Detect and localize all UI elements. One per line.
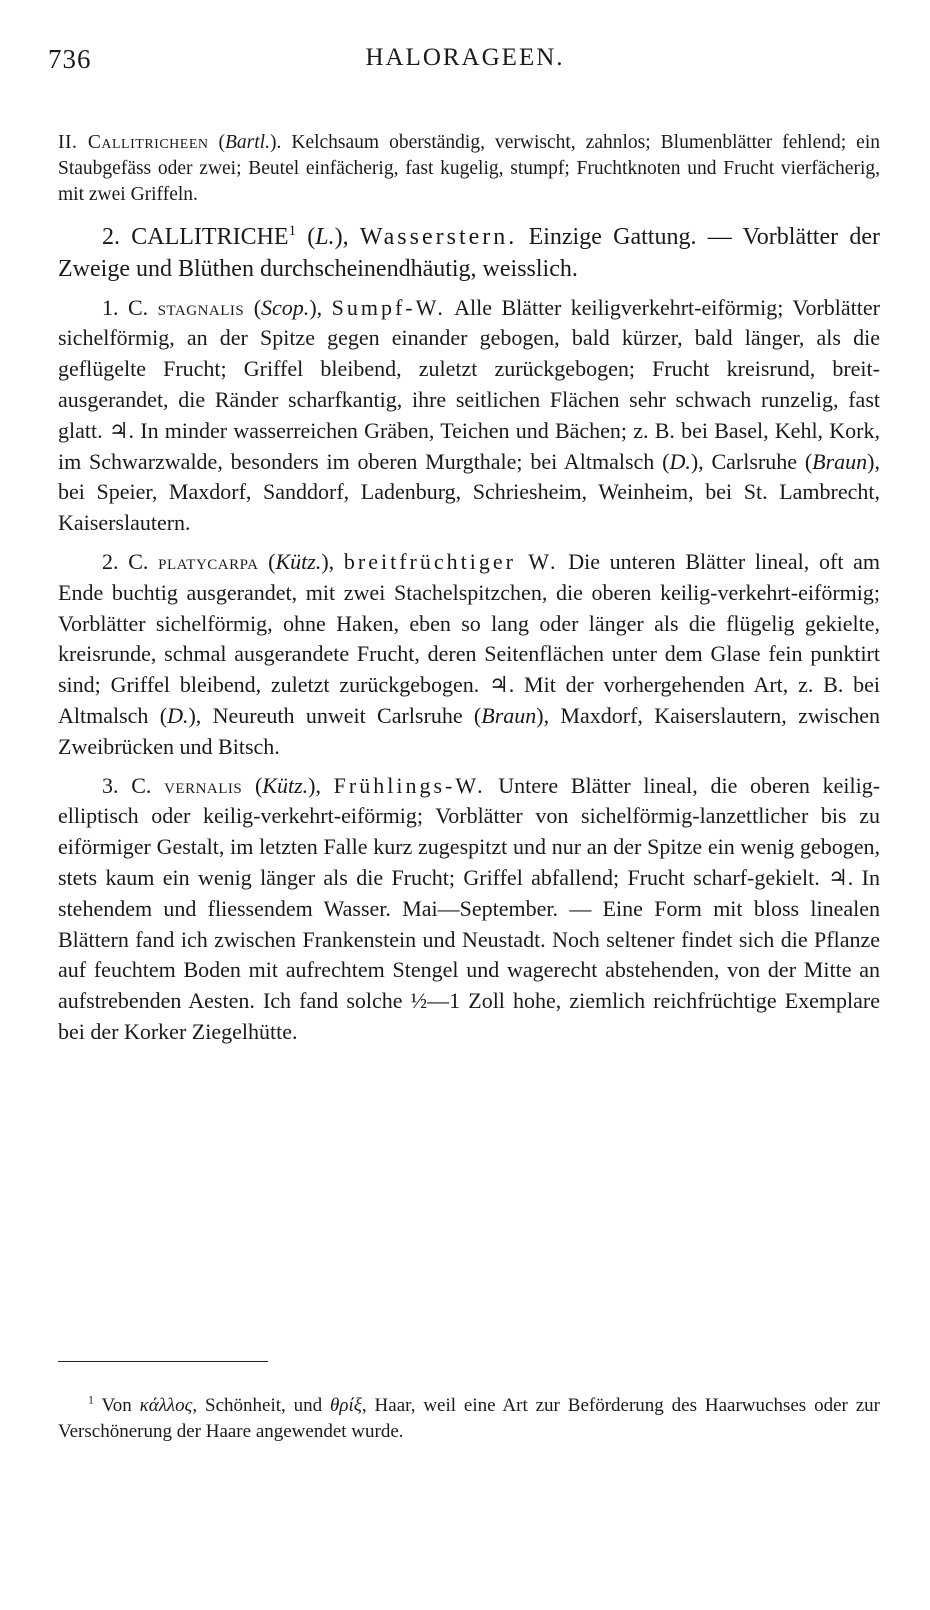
- footnote-text: , Haar, weil eine Art zur Beförderung des Haarwuchses oder zur Verschönerung der Haare angewendet wurde.: [58, 1395, 880, 1442]
- collector-name: Braun: [812, 448, 868, 474]
- species-number: 1. C.: [102, 294, 149, 320]
- species-description: ), Neureuth unweit Carlsruhe (: [188, 702, 482, 728]
- species-description: Die unteren Blätter lineal, oft am Ende buchtig ausgerandet, mit zwei Stachelspitzchen, die oberen keilig-verkehrt-eiförmig; Vorblätter sichelförmig, ohne Haken, eben so lang oder länger als die flügelig gekielte, kreisrunde, schmal ausgerandete Frucht, deren Seitenflächen unter dem Glase fein punktirt sind; Griffel bleibend, zuletzt zurückgebogen. ♃. Mit der vorhergehenden Art, z. B. bei Altmalsch (: [58, 548, 881, 728]
- species-description: Alle Blätter keiligverkehrt-eiförmig; Vorblätter sichelförmig, an der Spitze gegen einander gebogen, bald kürzer, bald länger, als die geflügelte Frucht; Griffel bleibend, zuletzt zurückgebogen; Frucht kreisrund, breit-ausgerandet, die Ränder scharfkantig, ihre seitlichen Flächen sehr schwach runzelig, fast glatt. ♃. In minder wasserreichen Gräben, Teichen und Bächen; z. B. bei Basel, Kehl, Kork, im Schwarzwalde, besonders im oberen Murgthale; bei Altmalsch (: [58, 294, 880, 474]
- species-common-name: breitfrüchtiger W.: [343, 548, 559, 574]
- collector-abbreviation: D.: [669, 448, 691, 474]
- species-name: platycarpa: [158, 548, 259, 574]
- species-description: Untere Blätter lineal, die oberen keilig-elliptisch oder keilig-verkehrt-eiförmig; Vorblätter von sichelförmig-lanzettlicher bis zu eiförmiger Gestalt, im letzten Falle kurz zugespitzt und nur an der Spitze ein wenig gebogen, stets kaum ein wenig länger als die Frucht; Griffel abfallend; Frucht scharf-gekielt. ♃. In stehendem und fliessendem Wasser. Mai—September. — Eine Form mit bloss linealen Blättern fand ich zwischen Frankenstein und Neustadt. Noch seltener findet sich die Pflanze auf feuchtem Boden mit aufrechtem Stengel und wagerecht abstehenden, von der Mitte an aufstrebenden Aesten. Ich fand solche ½—1 Zoll hohe, ziemlich reichfrüchtige Exemplare bei der Korker Ziegelhütte.: [58, 772, 881, 1044]
- genus-description: Einzige Gattung. — Vorblätter der Zweige und Blüthen durchscheinendhäutig, weisslich.: [58, 223, 881, 282]
- subfamily-description: Kelchsaum oberständig, verwischt, zahnlos; Blumenblätter fehlend; ein Staubgefäss oder zwei; Beutel einfächerig, fast kugelig, stumpf; Fruchtknoten und Frucht vierfächerig, mit zwei Griffeln.: [58, 132, 880, 206]
- species-description: ), Maxdorf, Kaiserslautern, zwischen Zweibrücken und Bitsch.: [58, 702, 880, 759]
- species-entry-stagnalis: 1. C. stagnalis (Scop.), Sumpf-W. Alle Blätter keiligverkehrt-eiförmig; Vorblätter sichelförmig, an der Spitze gegen einander gebogen, bald kürzer, bald länger, als die geflügelte Frucht; Griffel bleibend, zuletzt zurückgebogen; Frucht kreisrund, breit-ausgerandet, die Ränder scharfkantig, ihre seitlichen Flächen sehr schwach runzelig, fast glatt. ♃. In minder wasserreichen Gräben, Teichen und Bächen; z. B. bei Basel, Kehl, Kork, im Schwarzwalde, besonders im oberen Murgthale; bei Altmalsch (D.), Carlsruhe (Braun), bei Speier, Maxdorf, Sanddorf, Ladenburg, Schriesheim, Weinheim, bei St. Lambrecht, Kaiserslautern.: [58, 294, 880, 536]
- footnote: [58, 1393, 880, 1444]
- subfamily-authority: Bartl.: [225, 132, 270, 153]
- species-authority: Kütz.: [275, 548, 322, 574]
- subfamily-paragraph: II. Callitricheen (Bartl.). Kelchsaum oberständig, verwischt, zahnlos; Blumenblätter fehlend; ein Staubgefäss oder zwei; Beutel einfächerig, fast kugelig, stumpf; Fruchtknoten und Frucht vierfächerig, mit zwei Griffeln.: [58, 132, 880, 206]
- footnote-text: Von: [101, 1395, 132, 1416]
- species-entry-platycarpa: 2. C. platycarpa (Kütz.), breitfrüchtiger W. Die unteren Blätter lineal, oft am Ende buchtig ausgerandet, mit zwei Stachelspitzchen, die oberen keilig-verkehrt-eiförmig; Vorblätter sichelförmig, ohne Haken, eben so lang oder länger als die flügelig gekielte, kreisrunde, schmal ausgerandete Frucht, deren Seitenflächen unter dem Glase fein punktirt sind; Griffel bleibend, zuletzt zurückgebogen. ♃. Mit der vorhergehenden Art, z. B. bei Altmalsch (D.), Neureuth unweit Carlsruhe (Braun), Maxdorf, Kaiserslautern, zwischen Zweibrücken und Bitsch.: [58, 548, 881, 759]
- species-common-name: Sumpf-W.: [331, 294, 446, 320]
- species-entry-vernalis: 3. C. vernalis (Kütz.), Frühlings-W. Untere Blätter lineal, die oberen keilig-elliptisch oder keilig-verkehrt-eiförmig; Vorblätter von sichelförmig-lanzettlicher bis zu eiförmiger Gestalt, im letzten Falle kurz zugespitzt und nur an der Spitze ein wenig gebogen, stets kaum ein wenig länger als die Frucht; Griffel abfallend; Frucht scharf-gekielt. ♃. In stehendem und fliessendem Wasser. Mai—September. — Eine Form mit bloss linealen Blättern fand ich zwischen Frankenstein und Neustadt. Noch seltener findet sich die Pflanze auf feuchtem Boden mit aufrechtem Stengel und wagerecht abstehenden, von der Mitte an aufstrebenden Aesten. Ich fand solche ½—1 Zoll hohe, ziemlich reichfrüchtige Exemplare bei der Korker Ziegelhütte.: [58, 772, 881, 1044]
- running-title: HALORAGEEN.: [365, 44, 565, 71]
- page-body: [58, 130, 880, 1048]
- species-common-name: Frühlings-W.: [333, 772, 486, 798]
- species-number: 2. C.: [102, 548, 149, 574]
- genus-label: 2. CALLITRICHE: [102, 223, 289, 250]
- species-authority: Scop.: [261, 294, 310, 320]
- genus-authority: L.: [315, 223, 335, 250]
- genus-common-name: Wasserstern.: [359, 223, 518, 250]
- page-number: 736: [48, 44, 92, 74]
- species-authority: Kütz.: [262, 772, 309, 798]
- species-name: stagnalis: [157, 294, 245, 320]
- greek-word: θρίξ: [330, 1395, 362, 1416]
- genus-paragraph: 2. CALLITRICHE$^1$ (L.), Wasserstern. Einzige Gattung. — Vorblätter der Zweige und Blüthen durchscheinendhäutig, weisslich.: [58, 222, 881, 282]
- footnote-text: , Schönheit, und: [192, 1395, 323, 1416]
- subfamily-label: II. Callitricheen: [58, 132, 209, 153]
- footnote-divider: [58, 1361, 268, 1362]
- species-description: ), Carlsruhe (: [690, 448, 813, 474]
- footnote-reference: 1: [288, 222, 297, 239]
- greek-word: κάλλος: [139, 1395, 193, 1416]
- collector-abbreviation: D.: [167, 702, 189, 728]
- species-description: ), bei Speier, Maxdorf, Sanddorf, Ladenburg, Schriesheim, Weinheim, bei St. Lambrecht, Kaiserslautern.: [58, 448, 880, 536]
- running-header: [48, 44, 882, 78]
- species-name: vernalis: [164, 772, 243, 798]
- collector-name: Braun: [481, 702, 537, 728]
- footnote-mark: 1: [88, 1393, 94, 1407]
- species-number: 3. C.: [102, 772, 152, 798]
